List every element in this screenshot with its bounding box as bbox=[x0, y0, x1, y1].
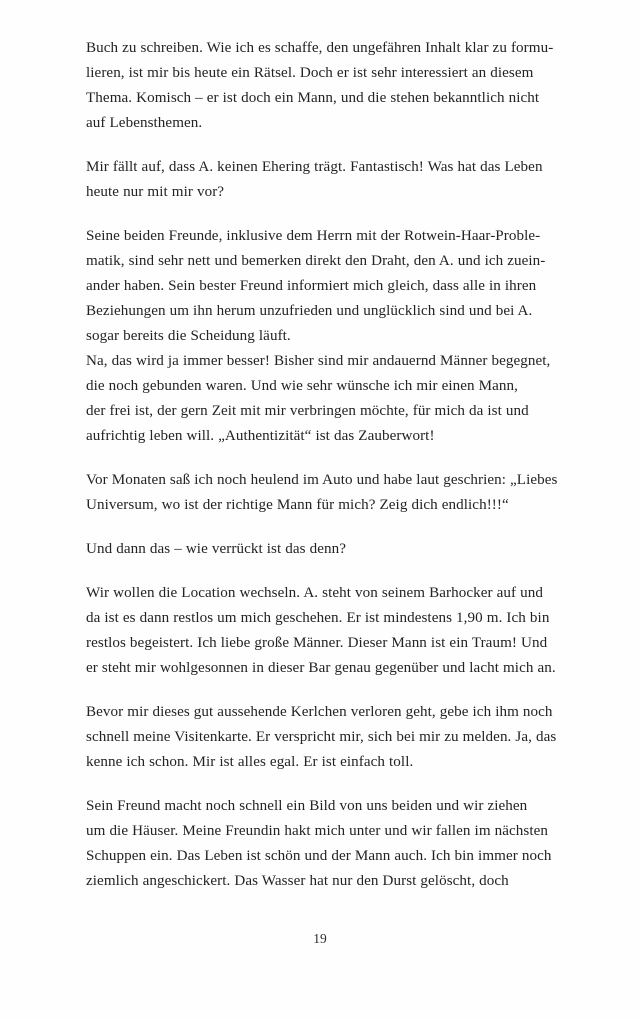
text-line: da ist es dann restlos um mich geschehen. Er ist mindestens 1,90 m. Ich bin bbox=[86, 610, 550, 626]
text-line: Universum, wo ist der richtige Mann für mich? Zeig dich endlich!!!“ bbox=[86, 497, 509, 513]
page-text-block bbox=[86, 36, 598, 894]
text-line: Beziehungen um ihn herum unzufrieden und unglücklich sind und bei A. bbox=[86, 303, 533, 319]
text-line: ander haben. Sein bester Freund informiert mich gleich, dass alle in ihren bbox=[86, 278, 537, 294]
text-line: matik, sind sehr nett und bemerken direkt den Draht, den A. und ich zuein- bbox=[86, 253, 546, 269]
paragraph bbox=[86, 468, 598, 518]
text-line: Na, das wird ja immer besser! Bisher sind mir andauernd Männer begegnet, bbox=[86, 353, 551, 369]
text-line: aufrichtig leben will. „Authentizität“ ist das Zauberwort! bbox=[86, 428, 435, 444]
text-line: Schuppen ein. Das Leben ist schön und der Mann auch. Ich bin immer noch bbox=[86, 848, 552, 864]
text-line: der frei ist, der gern Zeit mit mir verbringen möchte, für mich da ist und bbox=[86, 403, 529, 419]
text-line: sogar bereits die Scheidung läuft. bbox=[86, 328, 291, 344]
text-line: Sein Freund macht noch schnell ein Bild von uns beiden und wir ziehen bbox=[86, 798, 528, 814]
paragraph bbox=[86, 224, 598, 449]
paragraph bbox=[86, 537, 598, 562]
text-line: Und dann das – wie verrückt ist das denn? bbox=[86, 541, 346, 557]
text-line: lieren, ist mir bis heute ein Rätsel. Doch er ist sehr interessiert an diesem bbox=[86, 65, 534, 81]
text-line: heute nur mit mir vor? bbox=[86, 184, 225, 200]
text-line: Thema. Komisch – er ist doch ein Mann, und die stehen bekanntlich nicht bbox=[86, 90, 540, 106]
paragraph bbox=[86, 155, 598, 205]
paragraph bbox=[86, 794, 598, 894]
text-line: Mir fällt auf, dass A. keinen Ehering trägt. Fantastisch! Was hat das Leben bbox=[86, 159, 543, 175]
text-line: die noch gebunden waren. Und wie sehr wünsche ich mir einen Mann, bbox=[86, 378, 519, 394]
text-line: Bevor mir dieses gut aussehende Kerlchen verloren geht, gebe ich ihm noch bbox=[86, 704, 553, 720]
text-line: Buch zu schreiben. Wie ich es schaffe, den ungefähren Inhalt klar zu formu- bbox=[86, 40, 554, 56]
text-line: auf Lebensthemen. bbox=[86, 115, 203, 131]
text-line: restlos begeistert. Ich liebe große Männer. Dieser Mann ist ein Traum! Und bbox=[86, 635, 548, 651]
text-line: schnell meine Visitenkarte. Er verspricht mir, sich bei mir zu melden. Ja, das bbox=[86, 729, 557, 745]
text-line: kenne ich schon. Mir ist alles egal. Er ist einfach toll. bbox=[86, 754, 414, 770]
text-line: Vor Monaten saß ich noch heulend im Auto und habe laut geschrien: „Liebes bbox=[86, 472, 558, 488]
paragraph bbox=[86, 581, 598, 681]
paragraph bbox=[86, 700, 598, 775]
paragraph bbox=[86, 36, 598, 136]
text-line: Seine beiden Freunde, inklusive dem Herrn mit der Rotwein-Haar-Proble- bbox=[86, 228, 541, 244]
text-line: er steht mir wohlgesonnen in dieser Bar genau gegenüber und lacht mich an. bbox=[86, 660, 556, 676]
text-line: Wir wollen die Location wechseln. A. steht von seinem Barhocker auf und bbox=[86, 585, 544, 601]
page-number: 19 bbox=[313, 931, 327, 946]
text-line: um die Häuser. Meine Freundin hakt mich unter und wir fallen im nächsten bbox=[86, 823, 549, 839]
text-line: ziemlich angeschickert. Das Wasser hat nur den Durst gelöscht, doch bbox=[86, 873, 509, 889]
